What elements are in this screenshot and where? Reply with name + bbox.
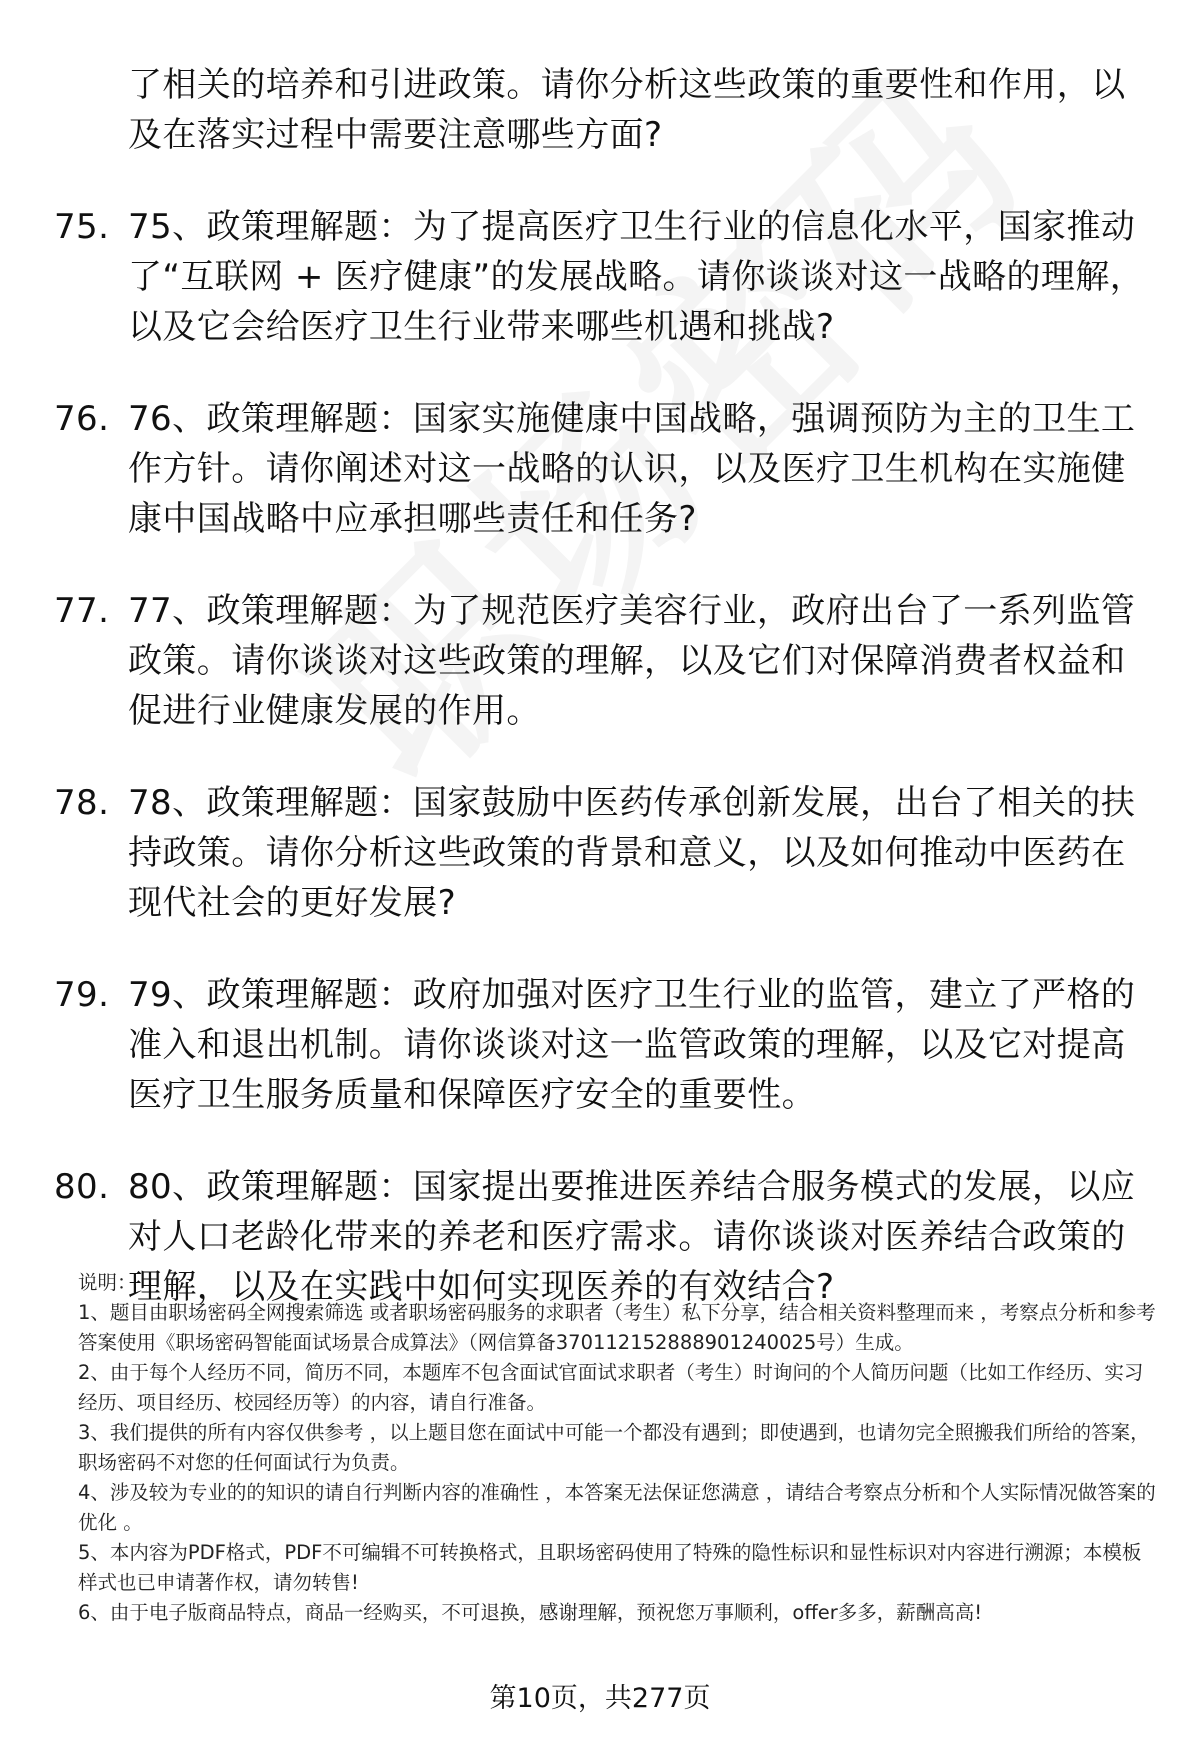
notes-heading: 说明： <box>78 1271 137 1294</box>
question-text: 75、政策理解题：为了提高医疗卫生行业的信息化水平，国家推动了“互联网 + 医疗健康”的发展战略。请你谈谈对这一战略的理解，以及它会给医疗卫生行业带来哪些机遇和挑战? <box>128 207 1145 347</box>
note-item: 4、涉及较为专业的的知识的请自行判断内容的准确性 ，本答案无法保证您满意 ，请结合考察点分析和个人实际情况做答案的优化 。 <box>78 1481 1156 1534</box>
question-text: 76、政策理解题：国家实施健康中国战略，强调预防为主的卫生工作方针。请你阐述对这一战略的认识，以及医疗卫生机构在实施健康中国战略中应承担哪些责任和任务? <box>128 399 1136 539</box>
question-text: 80、政策理解题：国家提出要推进医养结合服务模式的发展，以应对人口老龄化带来的养老和医疗需求。请你谈谈对医养结合政策的理解，以及在实践中如何实现医养的有效结合? <box>128 1167 1136 1307</box>
note-item: 1、题目由职场密码全网搜索筛选 或者职场密码服务的求职者（考生）私下分享，结合相关资料整理而来 ，考察点分析和参考答案使用《职场密码智能面试场景合成算法》（网信算备370112152888901240025号）生成。 <box>78 1301 1156 1354</box>
note-item: 6、由于电子版商品特点，商品一经购买，不可退换，感谢理解，预祝您万事顺利，offer多多，薪酬高高! <box>78 1601 983 1624</box>
notes-section <box>78 1268 1158 1628</box>
question-item <box>0 778 1200 928</box>
note-item: 3、我们提供的所有内容仅供参考 ，以上题目您在面试中可能一个都没有遇到；即使遇到，也请勿完全照搬我们所给的答案，职场密码不对您的任何面试行为负责。 <box>78 1421 1150 1474</box>
question-number: 79. <box>54 975 110 1015</box>
note-item: 5、本内容为PDF格式，PDF不可编辑不可转换格式，且职场密码使用了特殊的隐性标识和显性标识对内容进行溯源；本模板样式也已申请著作权，请勿转售! <box>78 1541 1142 1594</box>
question-item <box>0 202 1200 352</box>
note-item: 2、由于每个人经历不同，简历不同，本题库不包含面试官面试求职者（考生）时询问的个人简历问题（比如工作经历、实习经历、项目经历、校园经历等）的内容，请自行准备。 <box>78 1361 1144 1414</box>
question-number: 75. <box>54 207 110 247</box>
question-item <box>0 394 1200 544</box>
question-number: 77. <box>54 591 110 631</box>
question-item <box>0 586 1200 736</box>
question-number: 76. <box>54 399 110 439</box>
question-text: 77、政策理解题：为了规范医疗美容行业，政府出台了一系列监管政策。请你谈谈对这些政策的理解，以及它们对保障消费者权益和促进行业健康发展的作用。 <box>128 591 1136 731</box>
question-item <box>0 970 1200 1120</box>
page-number-footer: 第10页，共277页 <box>489 1683 711 1714</box>
question-list <box>0 60 1200 1354</box>
question-number: 80. <box>54 1167 110 1207</box>
question-text: 78、政策理解题：国家鼓励中医药传承创新发展，出台了相关的扶持政策。请你分析这些政策的背景和意义，以及如何推动中医药在现代社会的更好发展? <box>128 783 1136 923</box>
question-number: 78. <box>54 783 110 823</box>
question-continuation: 了相关的培养和引进政策。请你分析这些政策的重要性和作用，以及在落实过程中需要注意哪些方面? <box>128 65 1126 155</box>
question-text: 79、政策理解题：政府加强对医疗卫生行业的监管，建立了严格的准入和退出机制。请你谈谈对这一监管政策的理解，以及它对提高医疗卫生服务质量和保障医疗安全的重要性。 <box>128 975 1136 1115</box>
